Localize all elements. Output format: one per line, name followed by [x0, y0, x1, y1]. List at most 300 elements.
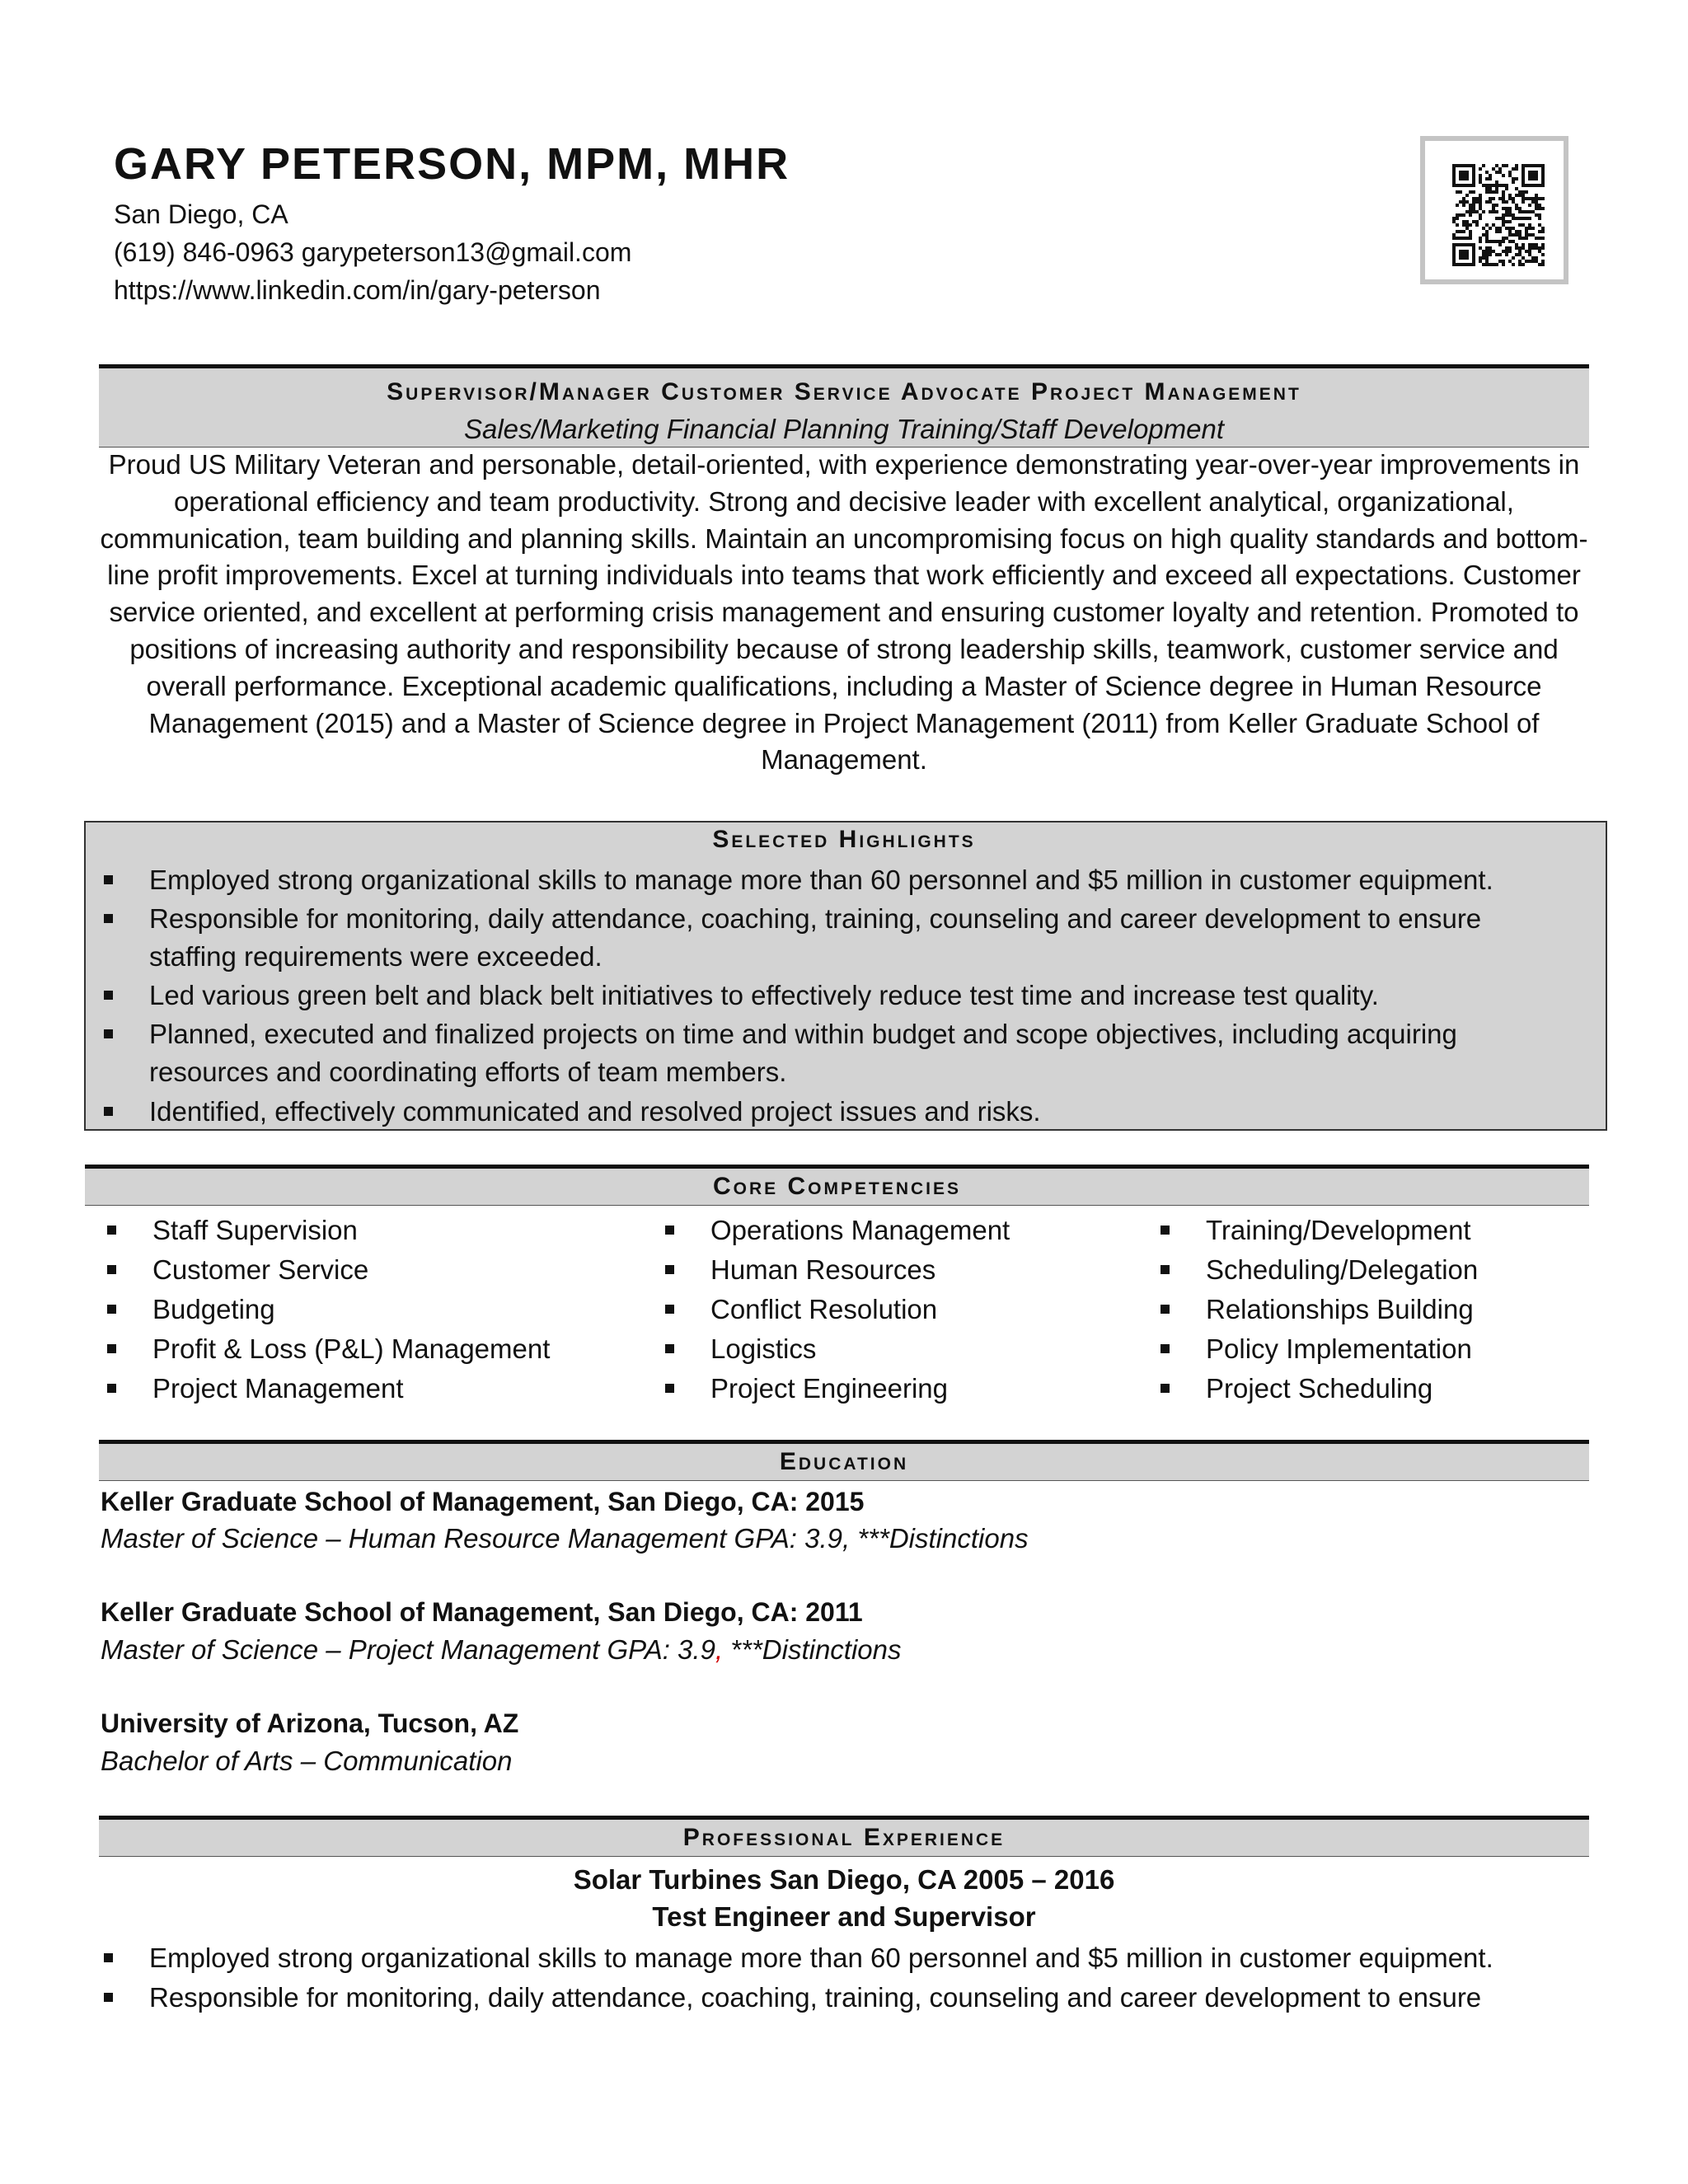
- qr-module: [1518, 253, 1522, 256]
- qr-finder-core: [1459, 171, 1469, 180]
- qr-module: [1508, 250, 1512, 253]
- bullet-icon: [665, 1305, 674, 1314]
- qr-module: [1498, 227, 1502, 230]
- qr-module: [1495, 190, 1498, 194]
- qr-module: [1541, 246, 1545, 250]
- list-item: Training/Development: [1206, 1212, 1478, 1251]
- qr-module: [1531, 260, 1535, 263]
- qr-module: [1485, 250, 1489, 253]
- qr-module: [1495, 217, 1498, 220]
- education-degree: Master of Science – Project Management GPA: 3.9, ***Distinctions: [101, 1634, 902, 1665]
- red-comma: ,: [715, 1634, 724, 1665]
- qr-module: [1502, 194, 1505, 197]
- qr-module: [1538, 204, 1541, 207]
- qr-module: [1538, 230, 1541, 233]
- qr-module: [1485, 263, 1489, 266]
- qr-module: [1541, 227, 1545, 230]
- qr-module: [1462, 220, 1465, 223]
- qr-module: [1495, 210, 1498, 213]
- qr-module: [1462, 213, 1465, 217]
- qr-module: [1465, 237, 1469, 240]
- qr-module: [1535, 260, 1538, 263]
- qr-module: [1512, 167, 1515, 171]
- qr-code-graphic: [1452, 164, 1545, 266]
- qr-module: [1485, 237, 1489, 240]
- qr-module: [1505, 210, 1508, 213]
- qr-module: [1495, 164, 1498, 167]
- qr-module: [1469, 210, 1472, 213]
- qr-module: [1508, 230, 1512, 233]
- qr-module: [1518, 217, 1522, 220]
- qr-module: [1505, 237, 1508, 240]
- qr-module: [1495, 204, 1498, 207]
- qr-module: [1518, 210, 1522, 213]
- list-item: Human Resources: [710, 1251, 1010, 1291]
- qr-module: [1525, 250, 1528, 253]
- qr-module: [1492, 204, 1495, 207]
- qr-module: [1498, 184, 1502, 187]
- qr-module: [1535, 237, 1538, 240]
- list-item: Logistics: [710, 1330, 1010, 1370]
- list-item: Responsible for monitoring, daily attendance, coaching, training, counseling and career development to ensure: [149, 1979, 1616, 2017]
- qr-module: [1522, 223, 1525, 227]
- qr-module: [1505, 227, 1508, 230]
- qr-module: [1502, 190, 1505, 194]
- qr-module: [1502, 174, 1505, 177]
- experience-band: [99, 1816, 1589, 1857]
- qr-module: [1482, 164, 1485, 167]
- qr-module: [1492, 167, 1495, 171]
- bullet-icon: [104, 1993, 113, 2002]
- qr-module: [1482, 210, 1485, 213]
- qr-module: [1508, 197, 1512, 200]
- qr-module: [1525, 260, 1528, 263]
- qr-module: [1495, 263, 1498, 266]
- qr-module: [1485, 190, 1489, 194]
- qr-module: [1515, 164, 1518, 167]
- qr-module: [1528, 246, 1531, 250]
- qr-module: [1512, 197, 1515, 200]
- qr-module: [1518, 263, 1522, 266]
- qr-module: [1518, 246, 1522, 250]
- qr-module: [1512, 256, 1515, 260]
- qr-module: [1465, 200, 1469, 204]
- list-item: Planned, executed and finalized projects on time and within budget and scope objectives, including acquiring resources and coordinating efforts of team members.: [149, 1015, 1550, 1091]
- qr-module: [1479, 180, 1482, 184]
- qr-module: [1498, 171, 1502, 174]
- qr-module: [1508, 227, 1512, 230]
- qr-module: [1538, 217, 1541, 220]
- qr-module: [1475, 210, 1479, 213]
- qr-module: [1456, 204, 1459, 207]
- qr-module: [1502, 213, 1505, 217]
- qr-module: [1515, 167, 1518, 171]
- qr-module: [1456, 213, 1459, 217]
- list-item: Identified, effectively communicated and resolved project issues and risks.: [149, 1093, 1550, 1131]
- candidate-name: GARY PETERSON, MPM, MHR: [114, 139, 790, 189]
- professional-summary: Proud US Military Veteran and personable, detail-oriented, with experience demonstrating year-over-year improvements in operational efficiency and team productivity. Strong and decisive leader with excellent analytical, organizational, communication, team building and planning skills. Maintain an uncompromising focus on high quality standards and bottom-line profit improvements. Excel at turning individuals into teams that work efficiently and exceed all expectations. Customer service oriented, and excellent at performing crisis management and ensuring customer loyalty and retention. Promoted to positions of increasing authority and responsibility because of strong leadership skills, teamwork, customer service and overall performance. Exceptional academic qualifications, including a Master of Science degree in Human Resource Management (2015) and a Master of Science degree in Project Management (2011) from Keller Graduate School of Management.: [100, 449, 1588, 776]
- qr-module: [1508, 260, 1512, 263]
- qr-module: [1528, 250, 1531, 253]
- qr-module: [1505, 200, 1508, 204]
- qr-module: [1469, 213, 1472, 217]
- qr-module: [1512, 213, 1515, 217]
- qr-finder-core: [1528, 171, 1538, 180]
- qr-module: [1518, 237, 1522, 240]
- qr-module: [1522, 200, 1525, 204]
- list-item: Responsible for monitoring, daily attendance, coaching, training, counseling and career development to ensure staffing requirements were exceeded.: [149, 900, 1550, 976]
- competencies-column-2: [710, 1212, 1010, 1409]
- list-item: Project Scheduling: [1206, 1370, 1478, 1409]
- qr-module: [1528, 227, 1531, 230]
- qr-module: [1502, 184, 1505, 187]
- qr-module: [1472, 200, 1475, 204]
- qr-finder-core: [1459, 250, 1469, 260]
- qr-module: [1472, 197, 1475, 200]
- qr-module: [1541, 253, 1545, 256]
- qr-module: [1495, 227, 1498, 230]
- qr-module: [1489, 250, 1492, 253]
- qr-module: [1525, 190, 1528, 194]
- qr-module: [1479, 240, 1482, 243]
- qr-module: [1505, 207, 1508, 210]
- education-school: Keller Graduate School of Management, San Diego, CA: 2011: [101, 1597, 863, 1627]
- qr-module: [1482, 227, 1485, 230]
- qr-module: [1538, 246, 1541, 250]
- competencies-column-1: [152, 1212, 550, 1409]
- qr-module: [1479, 260, 1482, 263]
- qr-module: [1518, 207, 1522, 210]
- qr-module: [1492, 184, 1495, 187]
- qr-module: [1489, 184, 1492, 187]
- qr-module: [1489, 197, 1492, 200]
- list-item: Profit & Loss (P&L) Management: [152, 1330, 550, 1370]
- qr-module: [1515, 233, 1518, 237]
- qr-module: [1528, 204, 1531, 207]
- qr-module: [1485, 260, 1489, 263]
- qr-module: [1518, 230, 1522, 233]
- qr-module: [1489, 177, 1492, 180]
- bullet-icon: [1160, 1226, 1170, 1235]
- qr-module: [1492, 240, 1495, 243]
- job-location: San Diego, CA: [769, 1864, 956, 1895]
- qr-module: [1485, 171, 1489, 174]
- bullet-icon: [104, 875, 113, 884]
- competencies-title: Core Competencies: [712, 1173, 962, 1200]
- qr-module: [1502, 164, 1505, 167]
- bullet-icon: [107, 1384, 116, 1393]
- qr-module: [1535, 200, 1538, 204]
- qr-module: [1479, 256, 1482, 260]
- qr-module: [1512, 227, 1515, 230]
- qr-module: [1479, 197, 1482, 200]
- phone[interactable]: (619) 846-0963: [114, 237, 294, 267]
- qr-module: [1505, 246, 1508, 250]
- qr-module: [1492, 263, 1495, 266]
- bullet-icon: [665, 1226, 674, 1235]
- qr-module: [1505, 187, 1508, 190]
- qr-module: [1472, 207, 1475, 210]
- qr-module: [1462, 197, 1465, 200]
- qr-module: [1479, 194, 1482, 197]
- qr-module: [1502, 200, 1505, 204]
- linkedin-link[interactable]: https://www.linkedin.com/in/gary-peterson: [114, 275, 601, 305]
- bullet-icon: [104, 1107, 113, 1116]
- qr-module: [1515, 253, 1518, 256]
- qr-module: [1456, 190, 1459, 194]
- qr-module: [1528, 243, 1531, 246]
- bullet-icon: [107, 1305, 116, 1314]
- qr-module: [1489, 190, 1492, 194]
- qr-module: [1502, 197, 1505, 200]
- qr-module: [1462, 230, 1465, 233]
- qr-module: [1531, 210, 1535, 213]
- qr-module: [1479, 207, 1482, 210]
- highlights-title: Selected Highlights: [712, 826, 976, 853]
- qr-module: [1485, 223, 1489, 227]
- qr-module: [1541, 237, 1545, 240]
- qr-module: [1465, 227, 1469, 230]
- qr-module: [1485, 233, 1489, 237]
- qr-module: [1489, 246, 1492, 250]
- qr-module: [1515, 204, 1518, 207]
- qr-module: [1518, 233, 1522, 237]
- qr-module: [1485, 177, 1489, 180]
- qr-module: [1512, 263, 1515, 266]
- qr-module: [1531, 233, 1535, 237]
- qr-module: [1456, 217, 1459, 220]
- bullet-icon: [665, 1344, 674, 1353]
- list-item: Led various green belt and black belt initiatives to effectively reduce test time and increase test quality.: [149, 977, 1550, 1015]
- qr-module: [1472, 210, 1475, 213]
- qr-module: [1522, 263, 1525, 266]
- qr-module: [1489, 263, 1492, 266]
- qr-module: [1475, 223, 1479, 227]
- qr-module: [1531, 256, 1535, 260]
- qr-module: [1518, 223, 1522, 227]
- qr-module: [1469, 204, 1472, 207]
- qr-module: [1525, 210, 1528, 213]
- qr-module: [1498, 253, 1502, 256]
- qr-module: [1479, 217, 1482, 220]
- qr-module: [1512, 200, 1515, 204]
- qr-module: [1522, 246, 1525, 250]
- qr-module: [1502, 237, 1505, 240]
- bullet-icon: [1160, 1305, 1170, 1314]
- bullet-icon: [104, 1029, 113, 1038]
- qr-module: [1518, 260, 1522, 263]
- qr-module: [1512, 233, 1515, 237]
- qr-module: [1512, 180, 1515, 184]
- education-school: Keller Graduate School of Management, San Diego, CA: 2015: [101, 1487, 865, 1516]
- qr-module: [1479, 200, 1482, 204]
- qr-module: [1489, 187, 1492, 190]
- qr-module: [1502, 223, 1505, 227]
- qr-module: [1508, 174, 1512, 177]
- qr-module: [1495, 253, 1498, 256]
- qr-module: [1538, 197, 1541, 200]
- qr-module: [1525, 217, 1528, 220]
- qr-module: [1456, 237, 1459, 240]
- qr-module: [1515, 207, 1518, 210]
- qr-module: [1459, 237, 1462, 240]
- qr-module: [1495, 240, 1498, 243]
- qr-module: [1498, 260, 1502, 263]
- qr-module: [1541, 207, 1545, 210]
- qr-module: [1508, 240, 1512, 243]
- qr-module: [1452, 217, 1456, 220]
- qr-module: [1531, 197, 1535, 200]
- qr-module: [1495, 171, 1498, 174]
- qr-module: [1528, 233, 1531, 237]
- bullet-icon: [104, 991, 113, 1000]
- qr-module: [1452, 237, 1456, 240]
- bullet-icon: [665, 1384, 674, 1393]
- qr-module: [1489, 210, 1492, 213]
- bullet-icon: [107, 1226, 116, 1235]
- qr-module: [1522, 243, 1525, 246]
- qr-module: [1492, 250, 1495, 253]
- list-item: Policy Implementation: [1206, 1330, 1478, 1370]
- qr-module: [1525, 233, 1528, 237]
- qr-module: [1459, 213, 1462, 217]
- qr-module: [1531, 243, 1535, 246]
- qr-module: [1498, 230, 1502, 233]
- headline-band: [99, 364, 1589, 448]
- competencies-column-3: [1206, 1212, 1478, 1409]
- qr-module: [1479, 246, 1482, 250]
- qr-module: [1492, 210, 1495, 213]
- qr-module: [1518, 190, 1522, 194]
- qr-module: [1535, 246, 1538, 250]
- qr-module: [1485, 253, 1489, 256]
- qr-module: [1489, 253, 1492, 256]
- qr-module: [1541, 230, 1545, 233]
- qr-module: [1505, 250, 1508, 253]
- qr-module: [1462, 200, 1465, 204]
- bullet-icon: [104, 914, 113, 923]
- qr-module: [1459, 190, 1462, 194]
- job-company: Solar Turbines: [573, 1864, 762, 1895]
- qr-module: [1482, 253, 1485, 256]
- qr-module: [1522, 256, 1525, 260]
- qr-module: [1531, 227, 1535, 230]
- qr-module: [1456, 230, 1459, 233]
- qr-module: [1508, 213, 1512, 217]
- bullet-icon: [665, 1265, 674, 1274]
- qr-module: [1538, 250, 1541, 253]
- job-title: Test Engineer and Supervisor: [652, 1901, 1036, 1932]
- bullet-icon: [1160, 1344, 1170, 1353]
- qr-module: [1502, 207, 1505, 210]
- qr-module: [1515, 194, 1518, 197]
- qr-module: [1535, 213, 1538, 217]
- qr-module: [1535, 243, 1538, 246]
- qr-module: [1498, 167, 1502, 171]
- qr-module: [1502, 220, 1505, 223]
- qr-module: [1528, 253, 1531, 256]
- qr-module: [1505, 253, 1508, 256]
- qr-module: [1522, 210, 1525, 213]
- qr-module: [1498, 240, 1502, 243]
- qr-module: [1465, 223, 1469, 227]
- qr-module: [1502, 250, 1505, 253]
- qr-module: [1541, 197, 1545, 200]
- qr-module: [1531, 246, 1535, 250]
- qr-module: [1505, 164, 1508, 167]
- qr-module: [1469, 233, 1472, 237]
- bullet-icon: [107, 1344, 116, 1353]
- bullet-icon: [1160, 1384, 1170, 1393]
- qr-module: [1479, 174, 1482, 177]
- qr-module: [1479, 167, 1482, 171]
- qr-module: [1462, 204, 1465, 207]
- qr-module: [1522, 237, 1525, 240]
- qr-module: [1538, 263, 1541, 266]
- qr-module: [1525, 230, 1528, 233]
- education-degree: Bachelor of Arts – Communication: [101, 1746, 513, 1776]
- bullet-icon: [104, 1953, 113, 1962]
- qr-module: [1528, 223, 1531, 227]
- qr-module: [1479, 204, 1482, 207]
- headline-subtitle: Sales/Marketing Financial Planning Training/Staff Development: [463, 414, 1225, 444]
- qr-module: [1465, 220, 1469, 223]
- qr-module: [1541, 243, 1545, 246]
- qr-module: [1505, 220, 1508, 223]
- qr-module: [1482, 256, 1485, 260]
- qr-module: [1465, 210, 1469, 213]
- qr-module: [1522, 190, 1525, 194]
- qr-module: [1518, 250, 1522, 253]
- qr-module: [1525, 197, 1528, 200]
- qr-module: [1531, 200, 1535, 204]
- job-dates: 2005 – 2016: [963, 1864, 1115, 1895]
- qr-module: [1502, 240, 1505, 243]
- qr-module: [1508, 220, 1512, 223]
- qr-module: [1485, 230, 1489, 233]
- location: San Diego, CA: [114, 199, 288, 229]
- list-item: Customer Service: [152, 1251, 550, 1291]
- qr-module: [1485, 256, 1489, 260]
- qr-module: [1472, 220, 1475, 223]
- qr-module: [1515, 230, 1518, 233]
- qr-module: [1512, 177, 1515, 180]
- qr-module: [1475, 200, 1479, 204]
- qr-module: [1479, 213, 1482, 217]
- qr-module: [1489, 240, 1492, 243]
- list-item: Employed strong organizational skills to manage more than 60 personnel and $5 million in customer equipment.: [149, 1939, 1616, 1977]
- list-item: Project Engineering: [710, 1370, 1010, 1409]
- contact-line: [114, 237, 631, 268]
- qr-module: [1462, 237, 1465, 240]
- qr-module: [1485, 200, 1489, 204]
- qr-module: [1502, 263, 1505, 266]
- education-band: [99, 1440, 1589, 1481]
- qr-module: [1492, 190, 1495, 194]
- qr-module: [1479, 237, 1482, 240]
- qr-module: [1452, 220, 1456, 223]
- qr-module: [1515, 243, 1518, 246]
- qr-module: [1515, 246, 1518, 250]
- qr-module: [1485, 240, 1489, 243]
- qr-module: [1528, 217, 1531, 220]
- list-item: Budgeting: [152, 1291, 550, 1330]
- qr-code-icon: [1420, 136, 1568, 284]
- qr-module: [1535, 204, 1538, 207]
- qr-module: [1538, 223, 1541, 227]
- email-link[interactable]: garypeterson13@gmail.com: [301, 237, 632, 267]
- bullet-icon: [107, 1265, 116, 1274]
